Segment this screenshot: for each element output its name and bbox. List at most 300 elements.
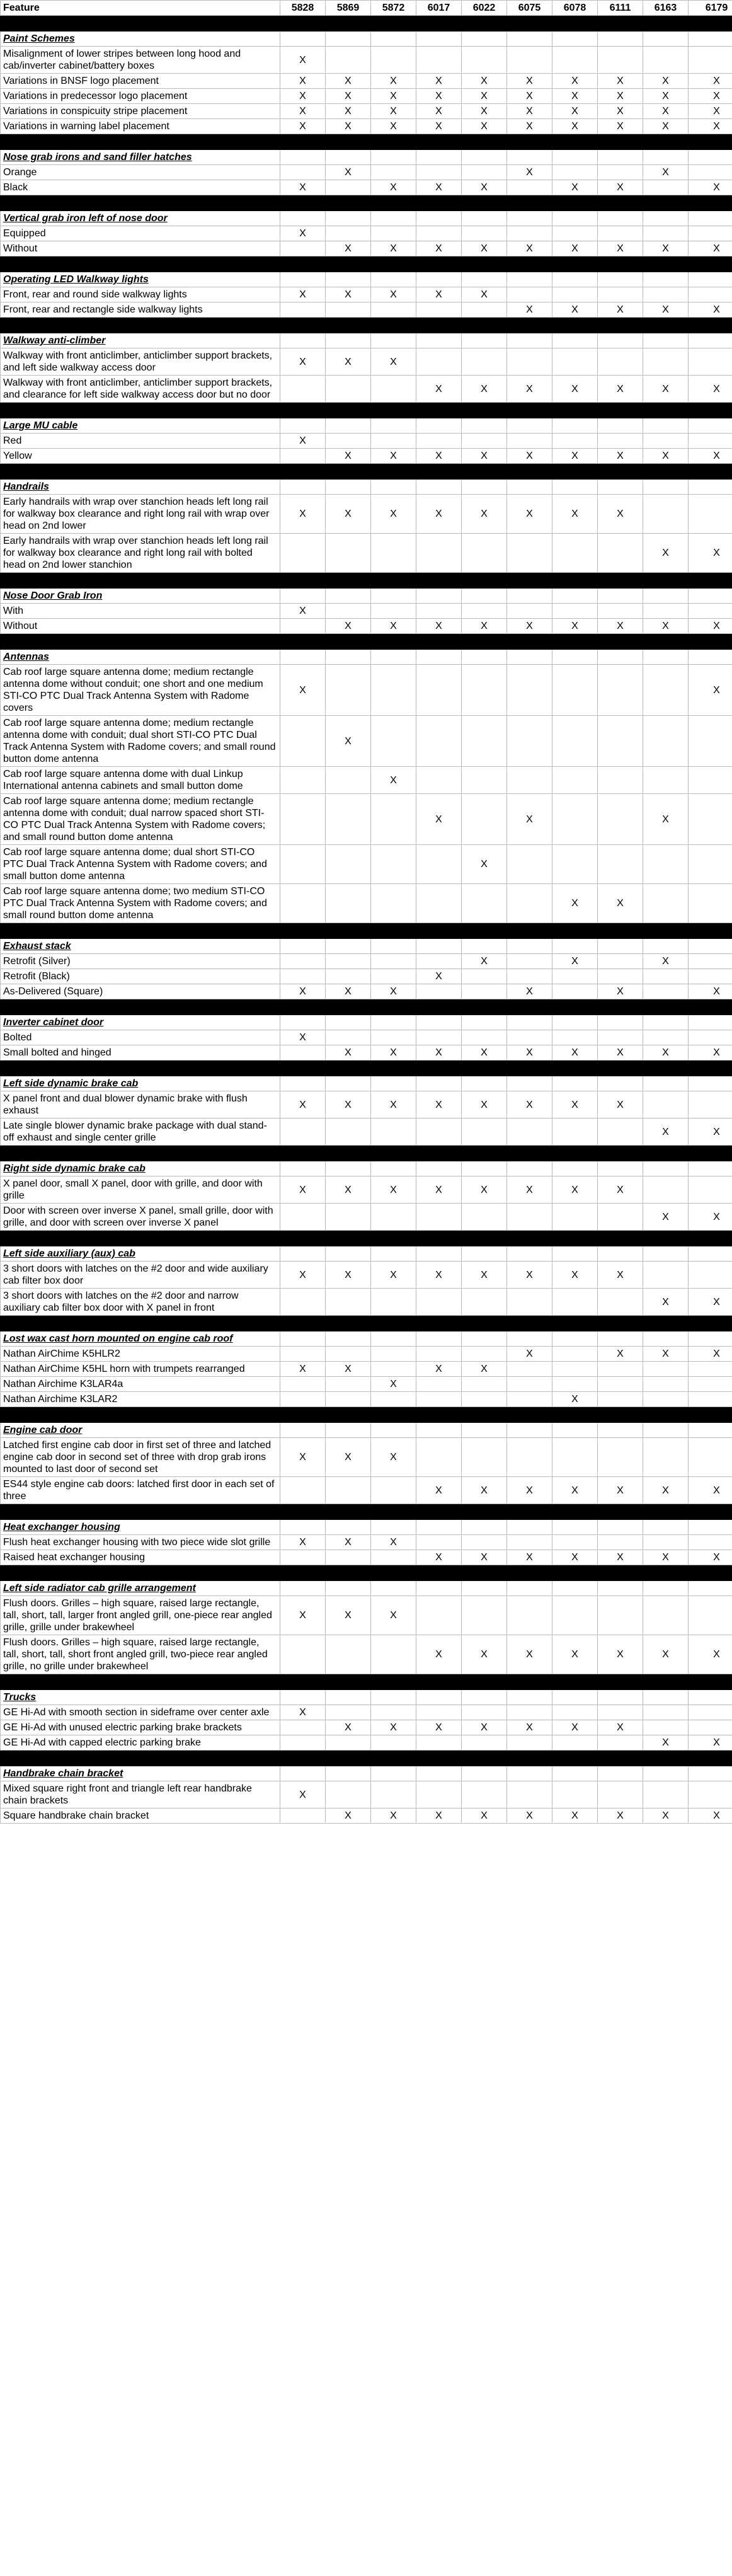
empty-cell bbox=[552, 32, 598, 47]
unit-mark-cell bbox=[462, 1735, 507, 1751]
unit-mark-cell: X bbox=[598, 104, 643, 119]
unit-mark-cell bbox=[689, 1535, 732, 1550]
divider-bar bbox=[1, 1504, 732, 1520]
unit-mark-cell bbox=[598, 604, 643, 619]
unit-mark-cell bbox=[507, 1705, 552, 1720]
unit-mark-cell bbox=[643, 969, 689, 984]
empty-cell bbox=[552, 1766, 598, 1781]
unit-mark-cell bbox=[552, 1705, 598, 1720]
section-header-row bbox=[1, 1766, 732, 1781]
empty-cell bbox=[462, 1246, 507, 1262]
unit-mark-cell: X bbox=[462, 241, 507, 256]
feature-description: Latched first engine cab door in first set of three and latched engine cab door in second set of three with drop grab irons mounted to last door of second set bbox=[1, 1438, 280, 1477]
unit-mark-cell: X bbox=[371, 119, 416, 134]
divider-bar bbox=[1, 1751, 732, 1766]
unit-mark-cell bbox=[598, 767, 643, 794]
empty-cell bbox=[371, 211, 416, 226]
unit-mark-cell: X bbox=[507, 1045, 552, 1061]
unit-mark-cell bbox=[371, 969, 416, 984]
unit-mark-cell: X bbox=[326, 348, 371, 376]
empty-cell bbox=[598, 1581, 643, 1596]
unit-mark-cell: X bbox=[689, 119, 732, 134]
unit-mark-cell bbox=[552, 969, 598, 984]
unit-mark-cell: X bbox=[280, 1535, 326, 1550]
unit-mark-cell bbox=[507, 845, 552, 884]
divider-bar bbox=[1, 318, 732, 333]
empty-cell bbox=[280, 939, 326, 954]
unit-mark-cell bbox=[371, 1347, 416, 1362]
unit-mark-cell: X bbox=[552, 449, 598, 464]
unit-mark-cell bbox=[598, 434, 643, 449]
unit-mark-cell bbox=[689, 716, 732, 767]
unit-mark-cell bbox=[280, 1720, 326, 1735]
empty-cell bbox=[552, 272, 598, 287]
feature-description: ES44 style engine cab doors: latched first door in each set of three bbox=[1, 1477, 280, 1504]
header-cell-unit: 5872 bbox=[371, 1, 416, 16]
empty-cell bbox=[462, 1423, 507, 1438]
unit-mark-cell: X bbox=[371, 619, 416, 634]
unit-mark-cell bbox=[326, 884, 371, 923]
unit-mark-cell: X bbox=[552, 1262, 598, 1289]
unit-mark-cell bbox=[416, 954, 462, 969]
unit-mark-cell: X bbox=[462, 104, 507, 119]
unit-mark-cell bbox=[552, 1118, 598, 1146]
empty-cell bbox=[643, 1015, 689, 1030]
section-divider bbox=[1, 573, 732, 589]
unit-mark-cell bbox=[326, 1392, 371, 1407]
unit-mark-cell: X bbox=[507, 794, 552, 845]
feature-description: Yellow bbox=[1, 449, 280, 464]
empty-cell bbox=[598, 1766, 643, 1781]
unit-mark-cell bbox=[598, 1204, 643, 1231]
unit-mark-cell bbox=[280, 1808, 326, 1824]
empty-cell bbox=[689, 1520, 732, 1535]
unit-mark-cell bbox=[643, 180, 689, 195]
unit-mark-cell: X bbox=[326, 1091, 371, 1118]
empty-cell bbox=[280, 480, 326, 495]
unit-mark-cell bbox=[462, 984, 507, 999]
empty-cell bbox=[280, 1423, 326, 1438]
unit-mark-cell: X bbox=[507, 1477, 552, 1504]
unit-mark-cell: X bbox=[598, 449, 643, 464]
unit-mark-cell bbox=[371, 376, 416, 403]
table-row bbox=[1, 1377, 732, 1392]
empty-cell bbox=[280, 1161, 326, 1176]
unit-mark-cell bbox=[507, 954, 552, 969]
empty-cell bbox=[280, 1015, 326, 1030]
empty-cell bbox=[462, 1015, 507, 1030]
unit-mark-cell bbox=[371, 665, 416, 716]
unit-mark-cell: X bbox=[552, 1392, 598, 1407]
unit-mark-cell bbox=[371, 1392, 416, 1407]
unit-mark-cell bbox=[643, 348, 689, 376]
unit-mark-cell: X bbox=[552, 180, 598, 195]
unit-mark-cell: X bbox=[280, 1030, 326, 1045]
unit-mark-cell: X bbox=[689, 302, 732, 318]
unit-mark-cell: X bbox=[280, 434, 326, 449]
unit-mark-cell bbox=[689, 845, 732, 884]
unit-mark-cell bbox=[689, 1262, 732, 1289]
unit-mark-cell: X bbox=[371, 74, 416, 89]
unit-mark-cell bbox=[462, 226, 507, 241]
empty-cell bbox=[462, 1690, 507, 1705]
unit-mark-cell: X bbox=[643, 1808, 689, 1824]
unit-mark-cell bbox=[507, 716, 552, 767]
empty-cell bbox=[643, 1423, 689, 1438]
unit-mark-cell bbox=[643, 1392, 689, 1407]
empty-cell bbox=[326, 32, 371, 47]
section-header-row bbox=[1, 1161, 732, 1176]
unit-mark-cell: X bbox=[598, 495, 643, 534]
unit-mark-cell bbox=[689, 767, 732, 794]
feature-description: Flush doors. Grilles – high square, raised large rectangle, tall, short, tall, larger front angled grill, one-piece rear angled grille, grille under brakewheel bbox=[1, 1596, 280, 1635]
unit-mark-cell: X bbox=[280, 348, 326, 376]
unit-mark-cell bbox=[326, 665, 371, 716]
unit-mark-cell: X bbox=[416, 969, 462, 984]
unit-mark-cell: X bbox=[689, 534, 732, 573]
unit-mark-cell bbox=[598, 1438, 643, 1477]
empty-cell bbox=[689, 1423, 732, 1438]
empty-cell bbox=[371, 1423, 416, 1438]
empty-cell bbox=[552, 150, 598, 165]
unit-mark-cell: X bbox=[598, 619, 643, 634]
unit-mark-cell: X bbox=[326, 1438, 371, 1477]
unit-mark-cell: X bbox=[689, 241, 732, 256]
empty-cell bbox=[280, 333, 326, 348]
unit-mark-cell bbox=[280, 1045, 326, 1061]
divider-bar bbox=[1, 134, 732, 150]
section-header-row bbox=[1, 1076, 732, 1091]
empty-cell bbox=[416, 589, 462, 604]
unit-mark-cell: X bbox=[462, 619, 507, 634]
section-divider bbox=[1, 634, 732, 650]
unit-mark-cell: X bbox=[280, 1176, 326, 1204]
empty-cell bbox=[598, 1690, 643, 1705]
unit-mark-cell: X bbox=[507, 1550, 552, 1565]
feature-description: Mixed square right front and triangle left rear handbrake chain brackets bbox=[1, 1781, 280, 1808]
table-row bbox=[1, 1176, 732, 1204]
table-row bbox=[1, 845, 732, 884]
unit-mark-cell: X bbox=[280, 287, 326, 302]
empty-cell bbox=[507, 1331, 552, 1347]
unit-mark-cell: X bbox=[598, 1635, 643, 1674]
empty-cell bbox=[280, 1331, 326, 1347]
empty-cell bbox=[280, 1076, 326, 1091]
unit-mark-cell bbox=[552, 165, 598, 180]
unit-mark-cell: X bbox=[462, 1477, 507, 1504]
unit-mark-cell: X bbox=[643, 1477, 689, 1504]
feature-description: Black bbox=[1, 180, 280, 195]
unit-mark-cell bbox=[462, 165, 507, 180]
unit-mark-cell bbox=[598, 1392, 643, 1407]
unit-mark-cell: X bbox=[280, 180, 326, 195]
divider-bar bbox=[1, 464, 732, 480]
empty-cell bbox=[689, 589, 732, 604]
unit-mark-cell bbox=[462, 348, 507, 376]
unit-mark-cell bbox=[552, 1438, 598, 1477]
unit-mark-cell: X bbox=[462, 1176, 507, 1204]
unit-mark-cell: X bbox=[689, 89, 732, 104]
empty-cell bbox=[416, 480, 462, 495]
section-title: Vertical grab iron left of nose door bbox=[1, 211, 280, 226]
unit-mark-cell: X bbox=[371, 287, 416, 302]
unit-mark-cell bbox=[643, 495, 689, 534]
unit-mark-cell bbox=[462, 1535, 507, 1550]
unit-mark-cell: X bbox=[552, 619, 598, 634]
empty-cell bbox=[326, 211, 371, 226]
unit-mark-cell bbox=[462, 47, 507, 74]
unit-mark-cell: X bbox=[598, 884, 643, 923]
table-row bbox=[1, 619, 732, 634]
unit-mark-cell: X bbox=[507, 241, 552, 256]
unit-mark-cell bbox=[689, 1596, 732, 1635]
unit-mark-cell bbox=[462, 1118, 507, 1146]
feature-description: X panel front and dual blower dynamic brake with flush exhaust bbox=[1, 1091, 280, 1118]
unit-mark-cell: X bbox=[552, 74, 598, 89]
unit-mark-cell bbox=[416, 1596, 462, 1635]
unit-mark-cell: X bbox=[552, 241, 598, 256]
unit-mark-cell bbox=[462, 969, 507, 984]
unit-mark-cell: X bbox=[416, 74, 462, 89]
empty-cell bbox=[326, 589, 371, 604]
table-row bbox=[1, 226, 732, 241]
empty-cell bbox=[371, 272, 416, 287]
unit-mark-cell: X bbox=[371, 348, 416, 376]
unit-mark-cell: X bbox=[689, 665, 732, 716]
unit-mark-cell bbox=[507, 1377, 552, 1392]
section-title: Walkway anti-climber bbox=[1, 333, 280, 348]
unit-mark-cell bbox=[598, 1781, 643, 1808]
unit-mark-cell bbox=[507, 287, 552, 302]
table-row bbox=[1, 1438, 732, 1477]
divider-bar bbox=[1, 1674, 732, 1690]
feature-description: Cab roof large square antenna dome; medium rectangle antenna dome without conduit; one short and one medium STI-CO PTC Dual Track Antenna System with Radome covers bbox=[1, 665, 280, 716]
unit-mark-cell bbox=[507, 1204, 552, 1231]
unit-mark-cell bbox=[507, 226, 552, 241]
unit-mark-cell: X bbox=[689, 984, 732, 999]
unit-mark-cell bbox=[689, 1091, 732, 1118]
empty-cell bbox=[689, 1076, 732, 1091]
unit-mark-cell bbox=[462, 1596, 507, 1635]
unit-mark-cell bbox=[280, 1204, 326, 1231]
unit-mark-cell bbox=[643, 1362, 689, 1377]
unit-mark-cell: X bbox=[416, 1477, 462, 1504]
unit-mark-cell: X bbox=[280, 1262, 326, 1289]
unit-mark-cell bbox=[689, 434, 732, 449]
table-row bbox=[1, 165, 732, 180]
unit-mark-cell: X bbox=[462, 1045, 507, 1061]
unit-mark-cell bbox=[371, 47, 416, 74]
empty-cell bbox=[326, 1581, 371, 1596]
empty-cell bbox=[371, 1076, 416, 1091]
unit-mark-cell bbox=[280, 716, 326, 767]
table-row bbox=[1, 434, 732, 449]
empty-cell bbox=[643, 1766, 689, 1781]
empty-cell bbox=[507, 333, 552, 348]
empty-cell bbox=[416, 1520, 462, 1535]
feature-description: Raised heat exchanger housing bbox=[1, 1550, 280, 1565]
feature-description: 3 short doors with latches on the #2 door and narrow auxiliary cab filter box door with X panel in front bbox=[1, 1289, 280, 1316]
empty-cell bbox=[552, 211, 598, 226]
unit-mark-cell bbox=[371, 884, 416, 923]
unit-mark-cell: X bbox=[462, 287, 507, 302]
table-row bbox=[1, 1204, 732, 1231]
unit-mark-cell bbox=[326, 47, 371, 74]
unit-mark-cell bbox=[416, 767, 462, 794]
empty-cell bbox=[552, 1423, 598, 1438]
unit-mark-cell: X bbox=[371, 104, 416, 119]
unit-mark-cell bbox=[462, 884, 507, 923]
unit-mark-cell bbox=[552, 845, 598, 884]
unit-mark-cell: X bbox=[371, 984, 416, 999]
unit-mark-cell bbox=[280, 1289, 326, 1316]
section-divider bbox=[1, 318, 732, 333]
section-title: Handrails bbox=[1, 480, 280, 495]
header-row bbox=[1, 1, 732, 16]
empty-cell bbox=[689, 272, 732, 287]
empty-cell bbox=[643, 272, 689, 287]
divider-bar bbox=[1, 1146, 732, 1161]
unit-mark-cell bbox=[371, 1362, 416, 1377]
unit-mark-cell bbox=[507, 884, 552, 923]
unit-mark-cell bbox=[371, 1289, 416, 1316]
empty-cell bbox=[507, 1423, 552, 1438]
unit-mark-cell: X bbox=[643, 165, 689, 180]
empty-cell bbox=[507, 650, 552, 665]
empty-cell bbox=[643, 1581, 689, 1596]
empty-cell bbox=[507, 1246, 552, 1262]
empty-cell bbox=[552, 1520, 598, 1535]
section-title: Nose grab irons and sand filler hatches bbox=[1, 150, 280, 165]
unit-mark-cell bbox=[598, 1377, 643, 1392]
section-divider bbox=[1, 1751, 732, 1766]
unit-mark-cell bbox=[416, 665, 462, 716]
unit-mark-cell: X bbox=[371, 1596, 416, 1635]
table-row bbox=[1, 1720, 732, 1735]
unit-mark-cell bbox=[507, 1392, 552, 1407]
unit-mark-cell bbox=[689, 1705, 732, 1720]
empty-cell bbox=[462, 333, 507, 348]
unit-mark-cell bbox=[280, 884, 326, 923]
section-header-row bbox=[1, 150, 732, 165]
unit-mark-cell bbox=[416, 884, 462, 923]
unit-mark-cell bbox=[507, 1118, 552, 1146]
unit-mark-cell: X bbox=[326, 1535, 371, 1550]
unit-mark-cell bbox=[643, 845, 689, 884]
empty-cell bbox=[326, 1766, 371, 1781]
section-divider bbox=[1, 1316, 732, 1331]
unit-mark-cell bbox=[280, 969, 326, 984]
unit-mark-cell: X bbox=[507, 449, 552, 464]
unit-mark-cell: X bbox=[643, 302, 689, 318]
empty-cell bbox=[643, 150, 689, 165]
feature-description: Orange bbox=[1, 165, 280, 180]
unit-mark-cell bbox=[689, 604, 732, 619]
table-row bbox=[1, 89, 732, 104]
unit-mark-cell bbox=[643, 226, 689, 241]
empty-cell bbox=[416, 1246, 462, 1262]
table-row bbox=[1, 665, 732, 716]
unit-mark-cell bbox=[689, 165, 732, 180]
table-row bbox=[1, 449, 732, 464]
table-row bbox=[1, 1808, 732, 1824]
section-header-row bbox=[1, 272, 732, 287]
empty-cell bbox=[280, 32, 326, 47]
empty-cell bbox=[326, 418, 371, 434]
unit-mark-cell: X bbox=[552, 1550, 598, 1565]
unit-mark-cell: X bbox=[416, 619, 462, 634]
empty-cell bbox=[371, 1690, 416, 1705]
section-divider bbox=[1, 134, 732, 150]
divider-bar bbox=[1, 256, 732, 272]
unit-mark-cell bbox=[371, 1204, 416, 1231]
unit-mark-cell bbox=[689, 1030, 732, 1045]
unit-mark-cell bbox=[552, 348, 598, 376]
unit-mark-cell bbox=[552, 604, 598, 619]
unit-mark-cell: X bbox=[326, 449, 371, 464]
section-title: Handbrake chain bracket bbox=[1, 1766, 280, 1781]
empty-cell bbox=[552, 1246, 598, 1262]
unit-mark-cell: X bbox=[643, 1118, 689, 1146]
unit-mark-cell bbox=[462, 1377, 507, 1392]
empty-cell bbox=[689, 1690, 732, 1705]
feature-description: Bolted bbox=[1, 1030, 280, 1045]
feature-description: Retrofit (Black) bbox=[1, 969, 280, 984]
section-divider bbox=[1, 403, 732, 418]
unit-mark-cell: X bbox=[462, 1808, 507, 1824]
unit-mark-cell: X bbox=[326, 495, 371, 534]
empty-cell bbox=[416, 333, 462, 348]
empty-cell bbox=[416, 1766, 462, 1781]
feature-description: Front, rear and rectangle side walkway lights bbox=[1, 302, 280, 318]
empty-cell bbox=[326, 1331, 371, 1347]
section-header-row bbox=[1, 418, 732, 434]
unit-mark-cell bbox=[643, 1438, 689, 1477]
unit-mark-cell bbox=[280, 534, 326, 573]
unit-mark-cell bbox=[507, 1781, 552, 1808]
unit-mark-cell: X bbox=[326, 716, 371, 767]
empty-cell bbox=[552, 333, 598, 348]
table-row bbox=[1, 287, 732, 302]
unit-mark-cell bbox=[507, 47, 552, 74]
unit-mark-cell bbox=[462, 434, 507, 449]
unit-mark-cell bbox=[643, 1176, 689, 1204]
unit-mark-cell: X bbox=[371, 1438, 416, 1477]
unit-mark-cell bbox=[552, 1781, 598, 1808]
empty-cell bbox=[507, 589, 552, 604]
header-cell-unit: 6022 bbox=[462, 1, 507, 16]
divider-bar bbox=[1, 403, 732, 418]
feature-description: Misalignment of lower stripes between long hood and cab/inverter cabinet/battery boxes bbox=[1, 47, 280, 74]
table-row bbox=[1, 716, 732, 767]
unit-mark-cell bbox=[371, 1635, 416, 1674]
empty-cell bbox=[507, 1766, 552, 1781]
unit-mark-cell: X bbox=[462, 74, 507, 89]
unit-mark-cell bbox=[371, 1477, 416, 1504]
unit-mark-cell bbox=[643, 1262, 689, 1289]
empty-cell bbox=[280, 1581, 326, 1596]
feature-description: GE Hi-Ad with unused electric parking brake brackets bbox=[1, 1720, 280, 1735]
unit-mark-cell bbox=[689, 1720, 732, 1735]
unit-mark-cell bbox=[326, 794, 371, 845]
unit-mark-cell bbox=[552, 287, 598, 302]
unit-mark-cell bbox=[416, 434, 462, 449]
empty-cell bbox=[643, 589, 689, 604]
unit-mark-cell bbox=[326, 1735, 371, 1751]
unit-mark-cell bbox=[326, 1204, 371, 1231]
unit-mark-cell bbox=[507, 434, 552, 449]
unit-mark-cell: X bbox=[462, 1635, 507, 1674]
